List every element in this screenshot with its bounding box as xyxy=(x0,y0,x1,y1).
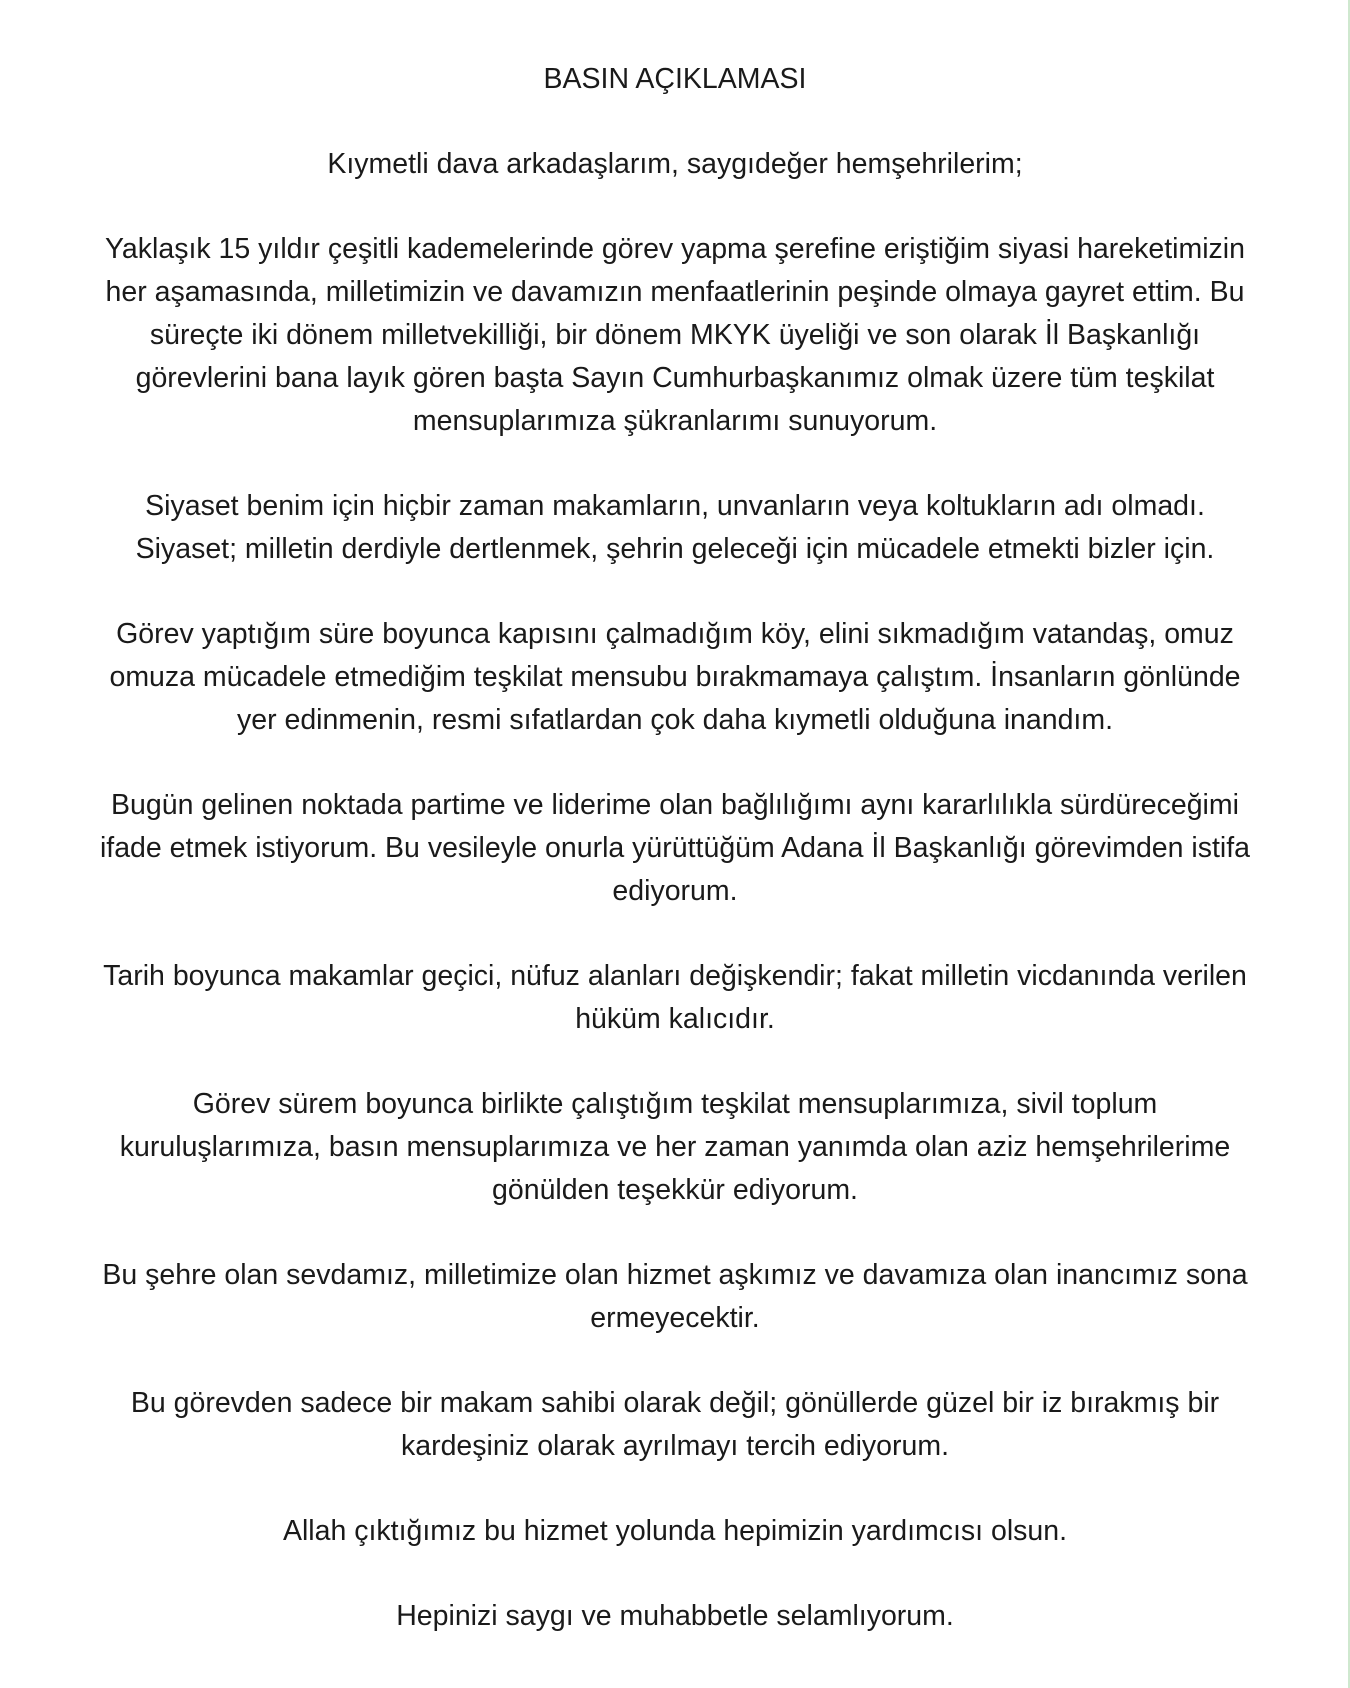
paragraph-9 xyxy=(50,1510,1300,1553)
paragraph-line: ediyorum. xyxy=(612,875,738,907)
document-title: BASIN AÇIKLAMASI xyxy=(543,63,807,95)
paragraph-line: Siyaset benim için hiçbir zaman makamların, unvanların veya koltukların adı olmadı. xyxy=(145,490,1205,522)
paragraph-line: Hepinizi saygı ve muhabbetle selamlıyorum. xyxy=(396,1600,954,1632)
paragraph-line: hüküm kalıcıdır. xyxy=(575,1003,775,1035)
paragraph-line: Yaklaşık 15 yıldır çeşitli kademelerinde görev yapma şerefine eriştiğim siyasi hareketimizin xyxy=(105,233,1245,265)
paragraph-line: kardeşiniz olarak ayrılmayı tercih ediyorum. xyxy=(400,1430,950,1462)
paragraph-line: süreçte iki dönem milletvekilliği, bir dönem MKYK üyeliği ve son olarak İl Başkanlığı xyxy=(149,319,1201,351)
paragraph-line: ermeyecektir. xyxy=(590,1302,760,1334)
paragraph-line: gönülden teşekkür ediyorum. xyxy=(492,1174,858,1206)
paragraph-5 xyxy=(50,955,1300,1041)
paragraph-3 xyxy=(50,613,1300,742)
paragraph-line: omuza mücadele etmediğim teşkilat mensubu bırakmamaya çalıştım. İnsanların gönlünde xyxy=(109,661,1241,693)
paragraph-7 xyxy=(50,1254,1300,1340)
paragraph-6 xyxy=(50,1083,1300,1212)
paragraph-line: Bu görevden sadece bir makam sahibi olarak değil; gönüllerde güzel bir iz bırakmış bir xyxy=(130,1387,1220,1419)
paragraph-line: görevlerini bana layık gören başta Sayın Cumhurbaşkanımız olmak üzere tüm teşkilat xyxy=(135,362,1215,394)
paragraph-line: Allah çıktığımız bu hizmet yolunda hepimizin yardımcısı olsun. xyxy=(282,1515,1068,1547)
closing-line xyxy=(50,1595,1300,1638)
greeting-line: Kıymetli dava arkadaşlarım, saygıdeğer hemşehrilerim; xyxy=(327,148,1023,180)
paragraph-line: Görev yaptığım süre boyunca kapısını çalmadığım köy, elini sıkmadığım vatandaş, omuz xyxy=(116,618,1234,650)
paragraph-line: mensuplarımıza şükranlarımı sunuyorum. xyxy=(412,405,938,437)
paragraph-line: her aşamasında, milletimizin ve davamızın menfaatlerinin peşinde olmaya gayret ettim. Bu xyxy=(105,276,1245,308)
paragraph-line: Bu şehre olan sevdamız, milletimize olan hizmet aşkımız ve davamıza olan inancımız sona xyxy=(102,1259,1248,1291)
paragraph-line: Tarih boyunca makamlar geçici, nüfuz alanları değişkendir; fakat milletin vicdanında verilen xyxy=(103,960,1247,992)
paragraph-4 xyxy=(50,784,1300,913)
paragraph-line: yer edinmenin, resmi sıfatlardan çok daha kıymetli olduğuna inandım. xyxy=(236,704,1114,736)
paragraph-2 xyxy=(50,485,1300,571)
paragraph-line: Siyaset; milletin derdiyle dertlenmek, şehrin geleceği için mücadele etmekti bizler için. xyxy=(135,533,1215,565)
paragraph-1 xyxy=(50,228,1300,443)
paragraph-line: ifade etmek istiyorum. Bu vesileyle onurla yürüttüğüm Adana İl Başkanlığı görevimden istifa xyxy=(99,832,1251,864)
paragraph-line: kuruluşlarımıza, basın mensuplarımıza ve her zaman yanımda olan aziz hemşehrilerime xyxy=(119,1131,1231,1163)
press-release-body xyxy=(50,58,1300,1680)
paragraph-line: Görev sürem boyunca birlikte çalıştığım teşkilat mensuplarımıza, sivil toplum xyxy=(192,1088,1158,1120)
paragraph-8 xyxy=(50,1382,1300,1468)
paragraph-line: Bugün gelinen noktada partime ve liderime olan bağlılığımı aynı kararlılıkla sürdüreceğimi xyxy=(111,789,1239,821)
